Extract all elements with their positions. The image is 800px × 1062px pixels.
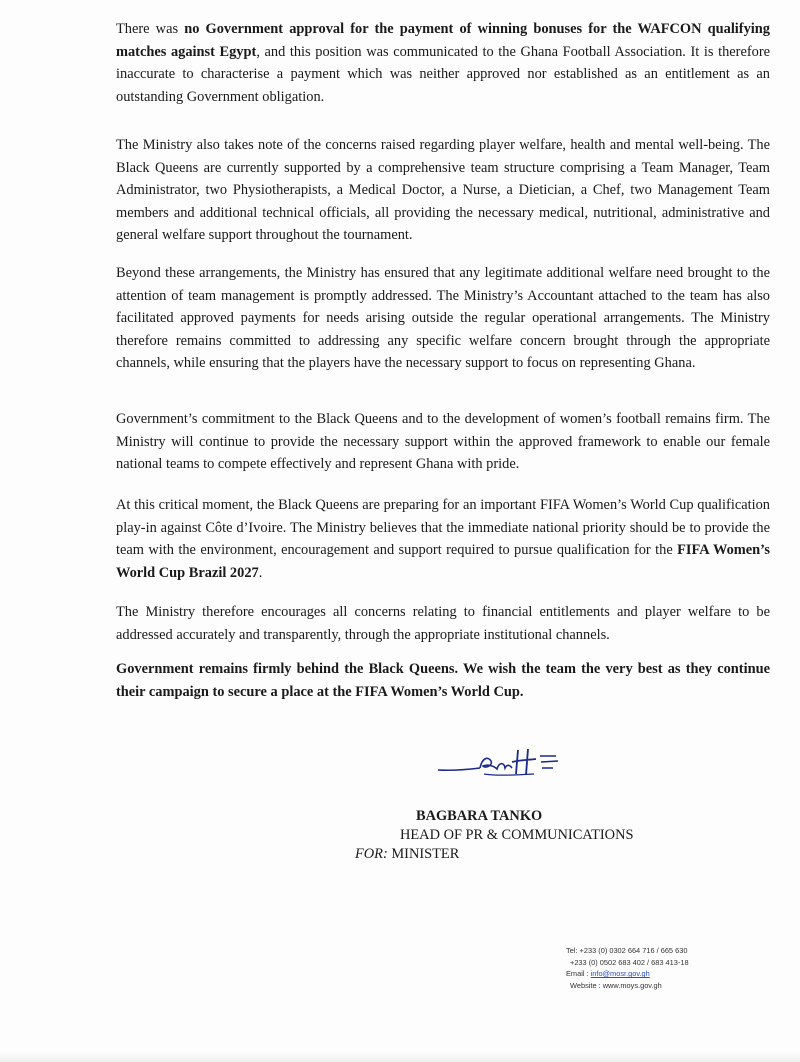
contact-tel-1: Tel: +233 (0) 0302 664 716 / 665 630 [566,946,688,955]
p5-post: . [258,564,263,581]
paragraph-additional-welfare: Beyond these arrangements, the Ministry has ensured that any legitimate additional welfare need brought to the attention of team management is promptly addressed. The Ministry’s Accountant attached to the team has also facilitated approved payments for needs arising outside the regular operational arrangements. The Ministry therefore remains committed to addressing any specific welfare concern brought through the appropriate channels, while ensuring that the players have the necessary support to focus on representing Ghana. [116,265,770,372]
contact-email-row [566,968,689,980]
contact-block [566,945,689,991]
paragraph-world-cup-qualification [116,494,770,584]
p1-pre: There was [116,21,185,37]
paragraph-closing-support: Government remains firmly behind the Black Queens. We wish the team the very best as they continue their campaign to secure a place at the FIFA Women’s World Cup. [116,661,770,700]
for-value: MINISTER [387,846,460,862]
signatory-name: BAGBARA TANKO [416,808,543,824]
signatory-for [355,844,459,864]
signatory-title: HEAD OF PR & COMMUNICATIONS [400,827,634,843]
contact-tel-2: +233 (0) 0502 683 402 / 683 413-18 [570,957,689,967]
paragraph-concerns-channels: The Ministry therefore encourages all concerns relating to financial entitlements and player welfare to be addressed accurately and transparently, through the appropriate institutional channels. [116,604,770,643]
for-label: FOR: [355,846,388,862]
contact-email-label: Email : [566,969,591,979]
paragraph-player-welfare: The Ministry also takes note of the concerns raised regarding player welfare, health and mental well-being. The Black Queens are currently supported by a comprehensive team structure comprising a Team Manager, Team Administrator, two Physiotherapists, a Medical Doctor, a Nurse, a Dietician, a Chef, two Management Team members and additional technical officials, all providing the necessary medical, nutritional, administrative and general welfare support throughout the tournament. [116,137,770,244]
page-edge [0,1052,800,1062]
paragraph-government-commitment: Government’s commitment to the Black Queens and to the development of women’s football remains firm. The Ministry will continue to provide the necessary support within the approved framework to enable our female national teams to compete effectively and represent Ghana with pride. [116,411,770,473]
p1-post: , and this position was communicated to the Ghana Football Association. It is therefore inaccurate to characterise a payment which was neither approved nor established as an entitlement as an outstanding Government obligation. [116,43,770,105]
handwritten-signature-icon [436,744,576,784]
contact-website: Website : www.moys.gov.gh [570,980,662,990]
p5-bold: FIFA Women’s World Cup Brazil 2027 [116,542,771,581]
contact-email-link[interactable]: info@mosr.gov.gh [590,969,650,979]
p1-bold: no Government approval for the payment of winning bonuses for the WAFCON qualifying matches against Egypt [116,21,770,60]
paragraph-no-approval [116,18,770,108]
p5-pre: At this critical moment, the Black Queens are preparing for an important FIFA Women’s World Cup qualification play-in against Côte d’Ivoire. The Ministry believes that the immediate national priority should be to provide the team with the environment, encouragement and support required to pursue qualification for the [116,497,770,559]
